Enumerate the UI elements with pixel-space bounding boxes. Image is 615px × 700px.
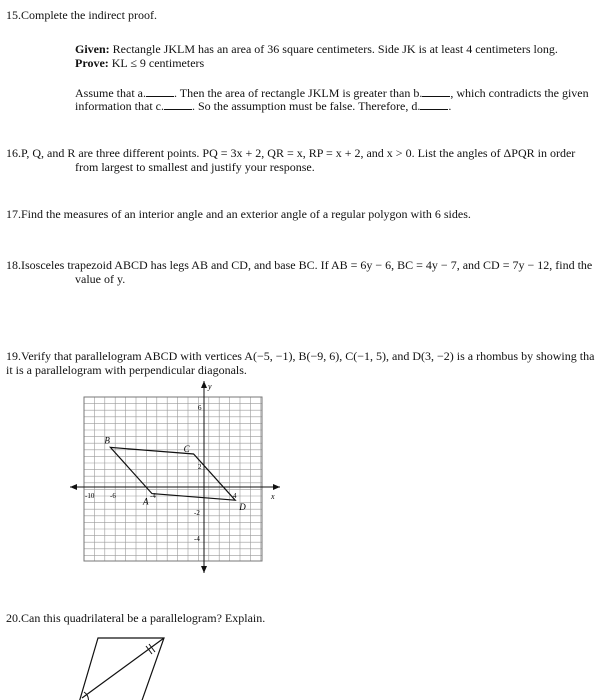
q15-prove-text: KL ≤ 9 centimeters [108,56,205,70]
tick-y-neg2: -2 [194,509,200,517]
tick-x-neg6: -6 [110,492,116,500]
x-axis-label: x [271,492,275,501]
vertex-label-d: D [239,502,246,513]
y-axis-arrow-up [201,381,207,388]
q15-line1-c: , which contradicts the given [450,86,589,100]
q19-line1: 19.Verify that parallelogram ABCD with vertices A(−5, −1), B(−9, 6), C(−1, 5), and D(3, −2) is a rhombus by showing tha [6,349,595,363]
vertex-label-c: C [183,444,190,454]
q18-line2: value of y. [75,272,126,286]
q15-given [75,42,558,57]
q15-proof-line2 [75,99,451,114]
y-axis-arrow-down [201,566,207,573]
q15-given-label: Given: [75,42,110,56]
q20-quadrilateral [76,634,186,700]
tick-y-6: 6 [198,404,202,412]
q19-coordinate-graph [66,377,286,577]
q16-line1: 16.P, Q, and R are three different points. PQ = 3x + 2, QR = x, RP = x + 2, and x > 0. List the angles of ΔPQR in order [6,146,576,160]
q17-text: 17.Find the measures of an interior angle and an exterior angle of a regular polygon with 6 sides. [6,207,471,221]
q15-line1-a: Assume that a. [75,86,146,100]
q15-title: 15.Complete the indirect proof. [6,8,157,22]
q18-line1: 18.Isosceles trapezoid ABCD has legs AB and CD, and base BC. If AB = 6y − 6, BC = 4y − 7, and CD = 7y − 12, find the [6,258,593,272]
q15-line2-a: information that c. [75,99,164,113]
tick-x-neg10: -10 [85,492,95,500]
q15-line1-b: . Then the area of rectangle JKLM is greater than b. [174,86,423,100]
q15-prove [75,56,204,71]
vertex-label-b: B [104,435,110,446]
q15-blank-d[interactable] [420,99,448,110]
x-axis-arrow-left [70,484,77,490]
tick-x-4: 4 [233,492,237,500]
y-axis-label: y [208,382,212,391]
q15-prove-label: Prove: [75,56,109,70]
tick-x-neg4: -4 [150,492,156,500]
tick-y-2: 2 [198,463,202,471]
parallelogram-abcd [110,447,235,500]
q15-line2-c: . [448,99,452,113]
vertex-label-a: A [143,496,149,507]
x-axis-arrow-right [273,484,280,490]
tick-y-neg4: -4 [194,535,200,543]
q19-line2: it is a parallelogram with perpendicular diagonals. [6,363,247,377]
q20-text: 20.Can this quadrilateral be a parallelogram? Explain. [6,611,266,625]
q15-blank-a[interactable] [146,86,174,97]
grid-border [84,397,262,561]
q15-line2-b: . So the assumption must be false. Therefore, d. [191,99,421,113]
q16-line2: from largest to smallest and justify your response. [75,160,315,174]
q15-blank-b[interactable] [422,86,450,97]
graph-grid [84,397,262,561]
q15-blank-c[interactable] [164,99,192,110]
q15-given-text: Rectangle JKLM has an area of 36 square centimeters. Side JK is at least 4 centimeters long. [109,42,558,56]
